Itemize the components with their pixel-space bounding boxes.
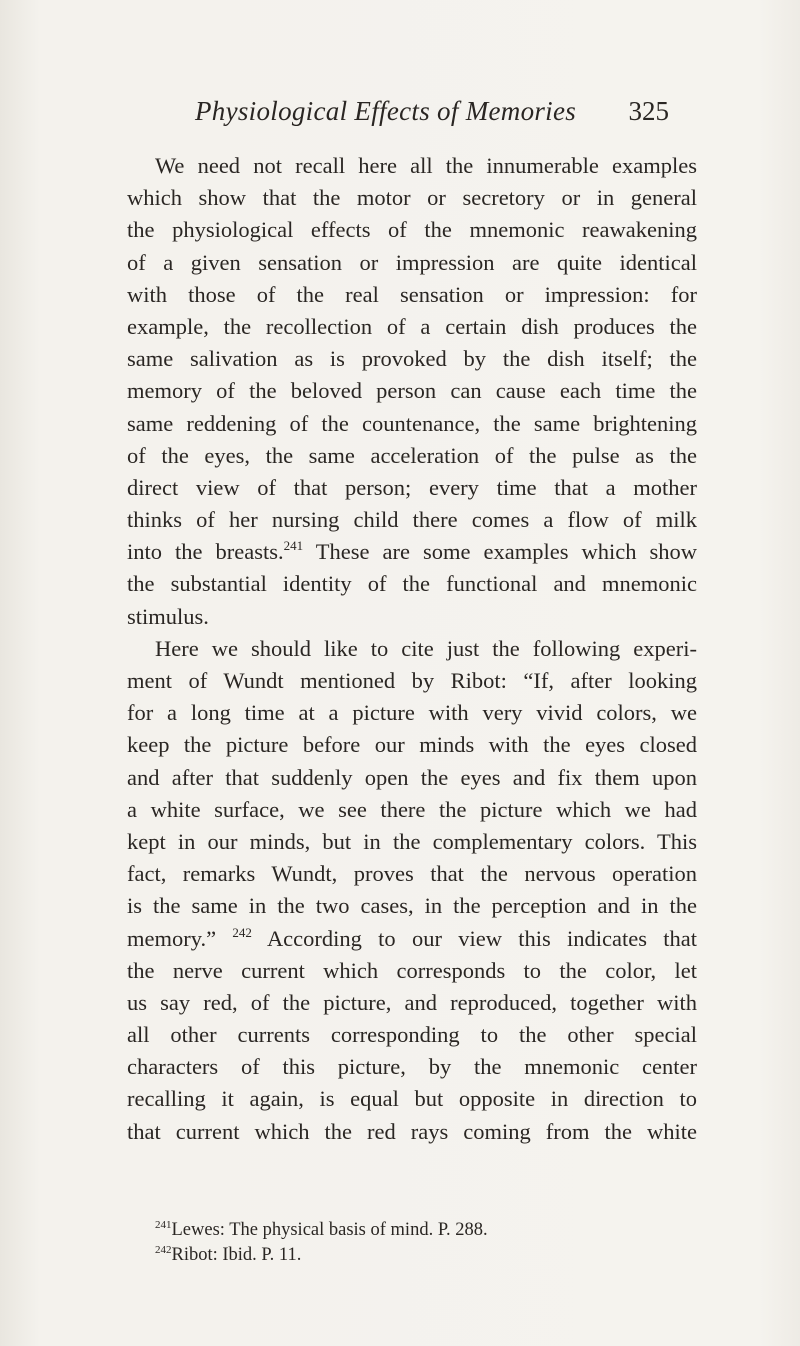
- text-line: and after that suddenly open the eyes and fix them upon: [127, 764, 697, 790]
- footnote-241: [155, 1218, 675, 1243]
- text-line: [127, 923, 697, 955]
- text-line: recalling it again, is equal but opposite in direction to: [127, 1086, 697, 1112]
- text-line: keep the picture before our minds with the eyes closed: [127, 732, 697, 758]
- text-fragment: into the breasts.: [127, 539, 284, 565]
- text-line: fact, remarks Wundt, proves that the nervous operation: [127, 861, 697, 887]
- footnote-242: [155, 1243, 675, 1268]
- footnote-mark: 242: [155, 1244, 172, 1256]
- running-head: Physiological Effects of Memories: [195, 96, 577, 126]
- text-line: of the eyes, the same acceleration of the pulse as the: [127, 442, 697, 468]
- footnotes: [155, 1218, 675, 1268]
- text-line: stimulus.: [127, 603, 209, 629]
- text-line: [127, 536, 697, 568]
- text-line: same reddening of the countenance, the same brightening: [127, 410, 697, 436]
- text-line: a white surface, we see there the picture which we had: [127, 796, 697, 822]
- text-line: memory of the beloved person can cause each time the: [127, 378, 697, 404]
- text-line: example, the recollection of a certain dish produces the: [127, 313, 697, 339]
- text-fragment: According to our view this indicates that: [251, 925, 697, 951]
- text-line: is the same in the two cases, in the perception and in the: [127, 893, 697, 919]
- footnote-mark: 241: [155, 1219, 172, 1231]
- text-line: Here we should like to cite just the following experi-: [155, 635, 697, 661]
- page-number: 325: [628, 96, 669, 126]
- footnote-text: Lewes: The physical basis of mind. P. 288.: [171, 1220, 488, 1240]
- body-text: [127, 150, 697, 1148]
- text-line: kept in our minds, but in the complementary colors. This: [127, 828, 697, 854]
- text-fragment: memory.”: [127, 925, 233, 951]
- text-fragment: These are some examples which show: [303, 539, 697, 565]
- text-line: of a given sensation or impression are quite identical: [127, 249, 697, 275]
- footnote-ref-242: 242: [232, 924, 252, 940]
- footnote-ref-241: 241: [283, 538, 304, 554]
- text-line: us say red, of the picture, and reproduced, together with: [127, 989, 697, 1015]
- footnote-text: Ribot: Ibid. P. 11.: [171, 1245, 302, 1265]
- text-line: which show that the motor or secretory or in general: [127, 185, 697, 211]
- text-line: the physiological effects of the mnemonic reawakening: [127, 217, 697, 243]
- text-line: thinks of her nursing child there comes a flow of milk: [127, 507, 697, 533]
- text-line: characters of this picture, by the mnemonic center: [127, 1054, 697, 1080]
- text-line: same salivation as is provoked by the dish itself; the: [127, 346, 697, 372]
- text-line: direct view of that person; every time that a mother: [127, 474, 697, 500]
- text-line: all other currents corresponding to the other special: [127, 1022, 697, 1048]
- page-header: [127, 96, 697, 136]
- text-line: We need not recall here all the innumerable examples: [155, 153, 697, 178]
- text-line: the substantial identity of the functional and mnemonic: [127, 571, 697, 597]
- text-line: the nerve current which corresponds to the color, let: [127, 957, 697, 983]
- text-line: ment of Wundt mentioned by Ribot: “If, after looking: [127, 668, 697, 693]
- text-line: with those of the real sensation or impression: for: [127, 281, 697, 307]
- text-line: for a long time at a picture with very vivid colors, we: [127, 700, 697, 726]
- text-line: that current which the red rays coming from the white: [127, 1118, 697, 1144]
